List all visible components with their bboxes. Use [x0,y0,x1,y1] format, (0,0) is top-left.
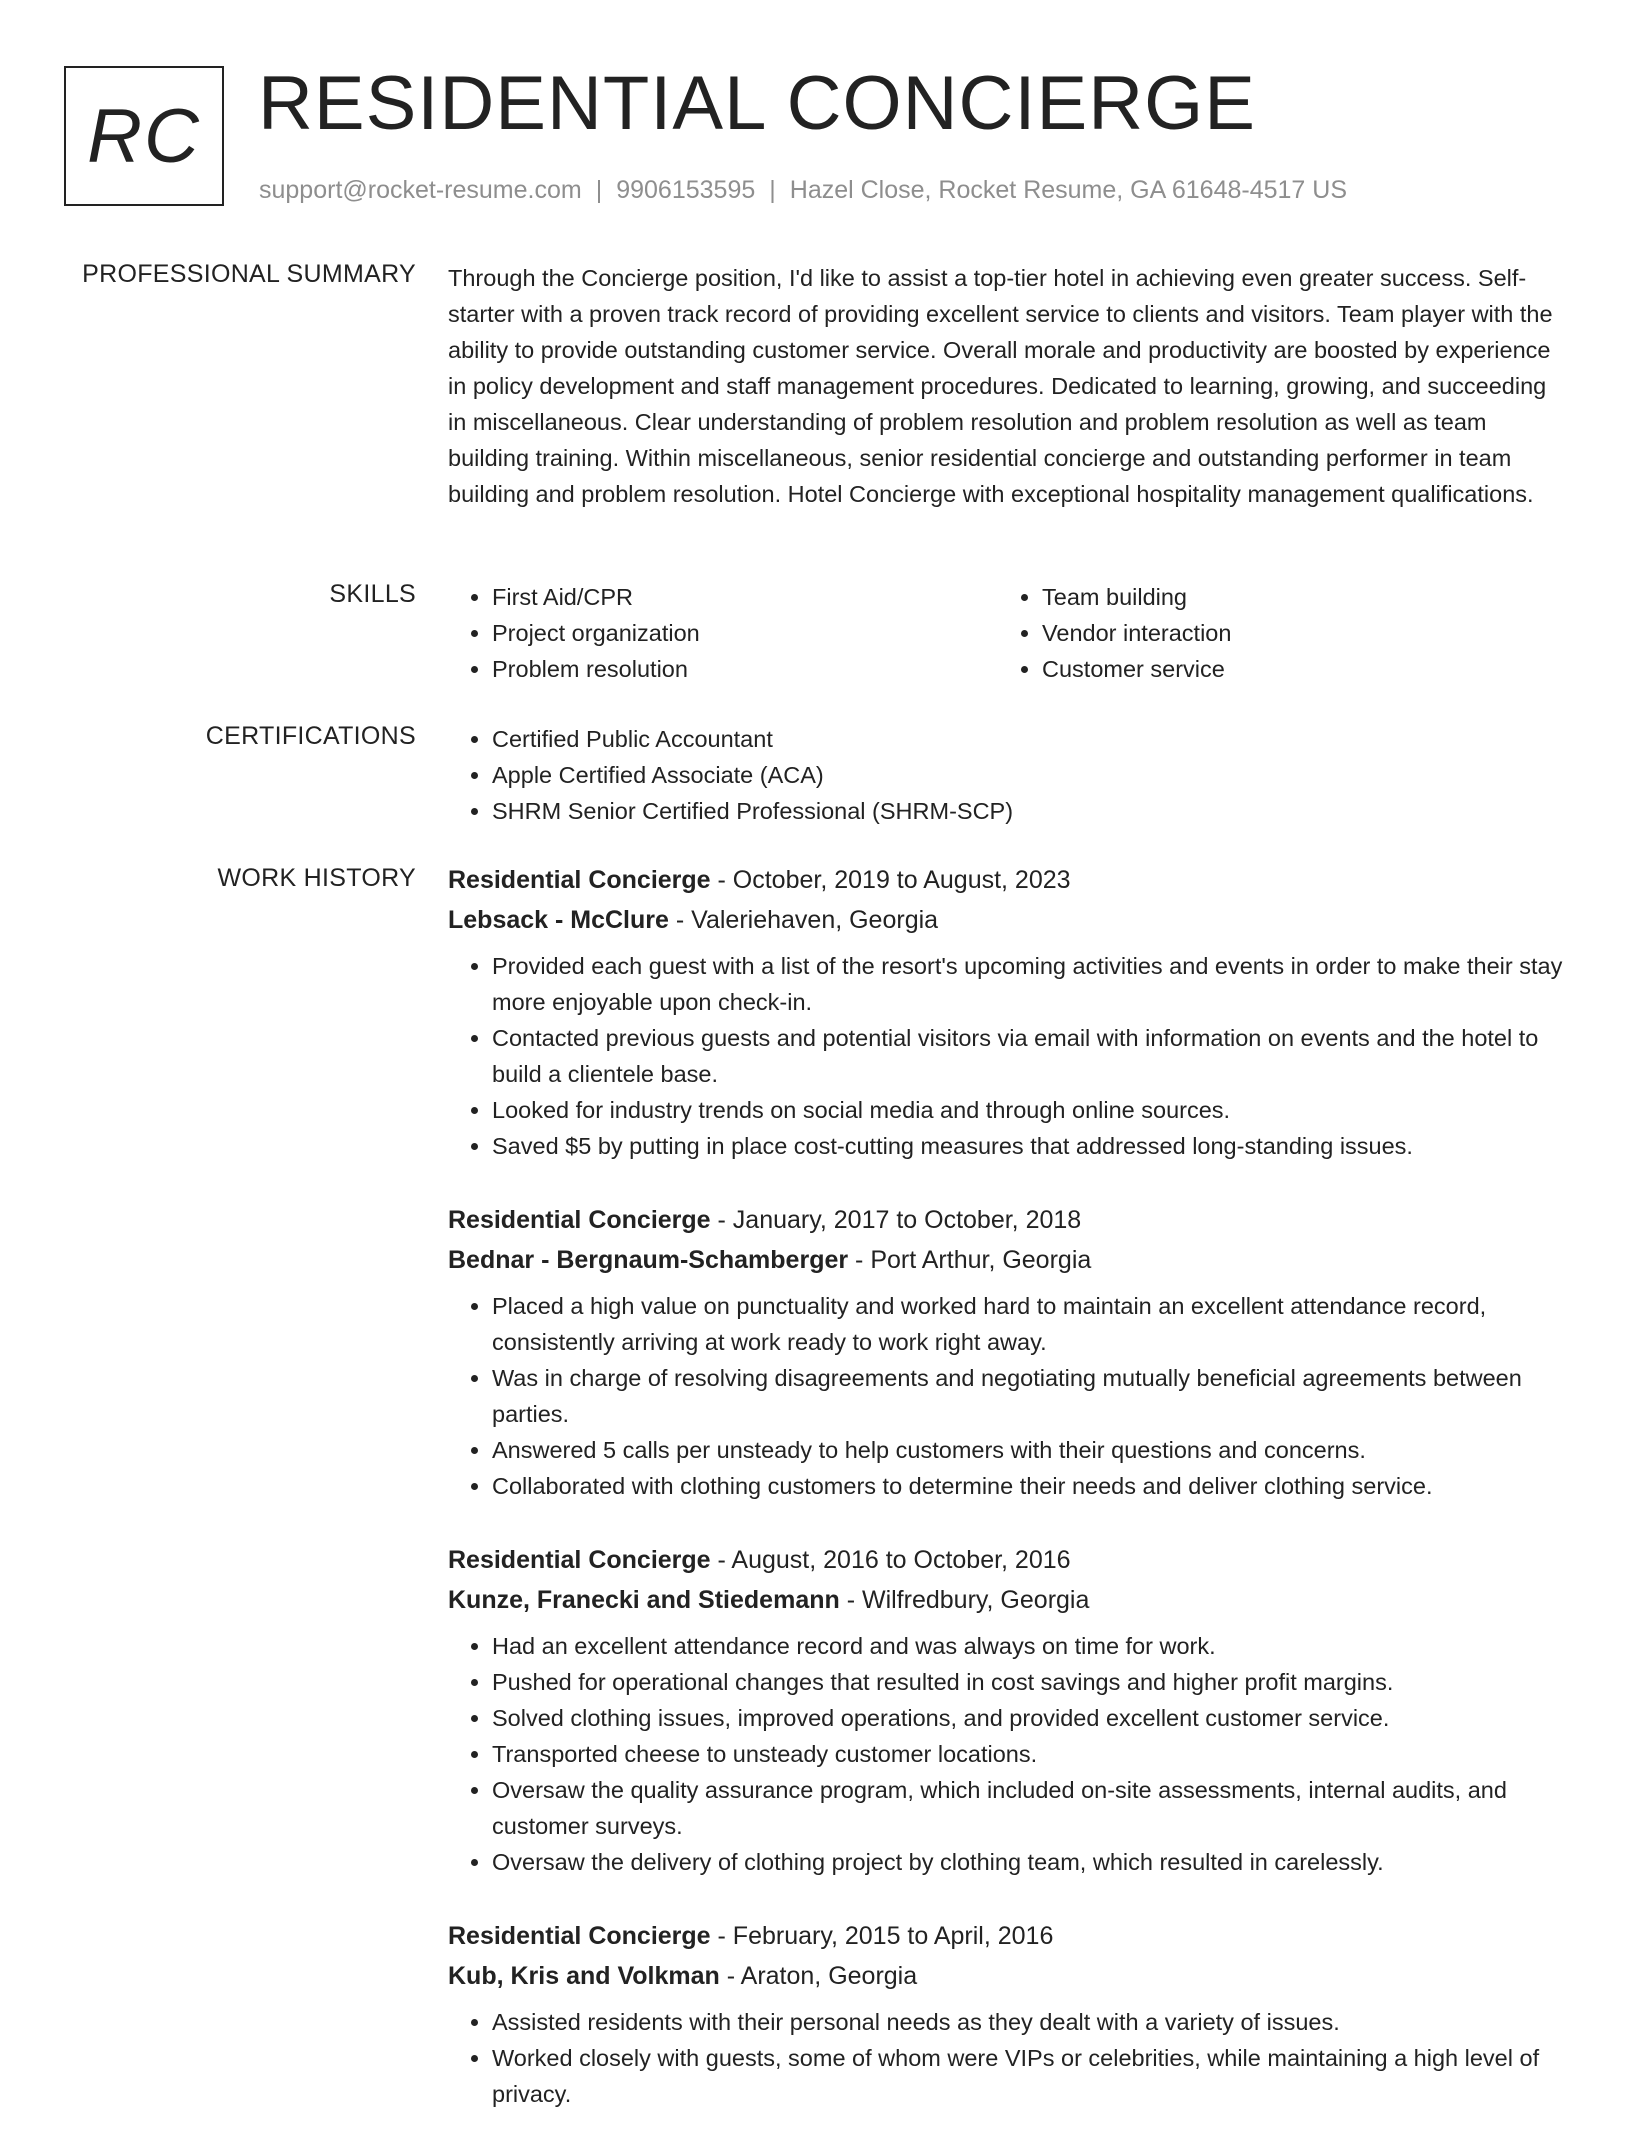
job-title-line [448,1540,1566,1580]
contact-address: Hazel Close, Rocket Resume, GA 61648-4517 US [789,176,1347,204]
skill-item: • Project organization [492,615,998,651]
job-bullet: • Provided each guest with a list of the resort's upcoming activities and events in order to make their stay more enjoyable upon check-in. [492,948,1566,1020]
job-company-line [448,1240,1566,1280]
work-history-list [448,860,1566,2148]
job-bullet: • Oversaw the quality assurance program, which included on-site assessments, internal audits, and customer surveys. [492,1772,1566,1844]
job-bullet: • Solved clothing issues, improved operations, and provided excellent customer service. [492,1700,1566,1736]
certification-item: • Certified Public Accountant [492,721,1566,757]
certification-item: • SHRM Senior Certified Professional (SHRM-SCP) [492,793,1566,829]
job-entry [448,1200,1566,1504]
job-location: - Araton, Georgia [719,1962,918,1990]
contact-separator: | [595,176,603,204]
monogram-logo: RC [64,66,224,206]
job-dates: - October, 2019 to August, 2023 [710,866,1071,894]
summary-heading: PROFESSIONAL SUMMARY [82,260,416,288]
job-title-line [448,1200,1566,1240]
certification-item: • Apple Certified Associate (ACA) [492,757,1566,793]
job-title: Residential Concierge [448,1206,711,1234]
job-bullet: • Assisted residents with their personal needs as they dealt with a variety of issues. [492,2004,1566,2040]
job-bullet: • Placed a high value on punctuality and worked hard to maintain an excellent attendance record, consistently arriving at work ready to work right away. [492,1288,1566,1360]
job-company-line [448,1580,1566,1620]
skill-item: • Vendor interaction [1042,615,1548,651]
job-bullet: • Collaborated with clothing customers to determine their needs and deliver clothing service. [492,1468,1566,1504]
contact-phone[interactable]: 9906153595 [616,176,756,204]
job-company-line [448,1956,1566,1996]
job-dates: - February, 2015 to April, 2016 [710,1922,1054,1950]
job-entry [448,1916,1566,2112]
job-company: Kunze, Franecki and Stiedemann [448,1586,840,1614]
job-bullet: • Had an excellent attendance record and was always on time for work. [492,1628,1566,1664]
job-company-line [448,900,1566,940]
skill-item: • Problem resolution [492,651,998,687]
job-entry [448,860,1566,1164]
contact-line [259,174,1347,206]
contact-email[interactable]: support@rocket-resume.com [259,176,582,204]
skill-item: • First Aid/CPR [492,579,998,615]
job-location: - Port Arthur, Georgia [848,1246,1092,1274]
skill-item: • Customer service [1042,651,1548,687]
job-entry [448,1540,1566,1880]
job-company: Bednar - Bergnaum-Schamberger [448,1246,849,1274]
job-bullet: • Looked for industry trends on social media and through online sources. [492,1092,1566,1128]
work-history-heading: WORK HISTORY [217,864,416,892]
summary-text: Through the Concierge position, I'd like to assist a top-tier hotel in achieving even greater success. Self-starter with a proven track record of providing excellent service to clients and visitors. Team player with the ability to provide outstanding customer service. Overall morale and productivity are boosted by experience in policy development and staff management procedures. Dedicated to learning, growing, and succeeding in miscellaneous. Clear understanding of problem resolution and problem resolution as well as team building training. Within miscellaneous, senior residential concierge and outstanding performer in team building and problem resolution. Hotel Concierge with exceptional hospitality management qualifications. [448,265,1553,507]
certifications-heading: CERTIFICATIONS [205,722,416,750]
page-title: RESIDENTIAL CONCIERGE [258,61,1256,146]
job-bullet: • Worked closely with guests, some of whom were VIPs or celebrities, while maintaining a high level of privacy. [492,2040,1566,2112]
job-title: Residential Concierge [448,1546,711,1574]
certifications-list [448,721,1566,829]
job-title: Residential Concierge [448,1922,711,1950]
job-title-line [448,1916,1566,1956]
job-bullet: • Pushed for operational changes that resulted in cost savings and higher profit margins. [492,1664,1566,1700]
job-company: Lebsack - McClure [448,906,669,934]
skills-heading: SKILLS [329,580,416,608]
job-bullet: • Was in charge of resolving disagreements and negotiating mutually beneficial agreements between parties. [492,1360,1566,1432]
job-title: Residential Concierge [448,866,711,894]
job-location: - Valeriehaven, Georgia [668,906,939,934]
job-bullet: • Answered 5 calls per unsteady to help customers with their questions and concerns. [492,1432,1566,1468]
skills-list [448,579,1566,687]
job-bullet: • Contacted previous guests and potential visitors via email with information on events and the hotel to build a clientele base. [492,1020,1566,1092]
job-dates: - August, 2016 to October, 2016 [710,1546,1071,1574]
contact-separator: | [769,176,776,204]
job-bullet: • Transported cheese to unsteady customer locations. [492,1736,1566,1772]
job-location: - Wilfredbury, Georgia [839,1586,1090,1614]
job-company: Kub, Kris and Volkman [448,1962,720,1990]
job-bullet: • Oversaw the delivery of clothing project by clothing team, which resulted in carelessly. [492,1844,1566,1880]
job-bullet: • Saved $5 by putting in place cost-cutting measures that addressed long-standing issues. [492,1128,1566,1164]
skill-item: • Team building [1042,579,1548,615]
job-title-line [448,860,1566,900]
job-dates: - January, 2017 to October, 2018 [710,1206,1082,1234]
